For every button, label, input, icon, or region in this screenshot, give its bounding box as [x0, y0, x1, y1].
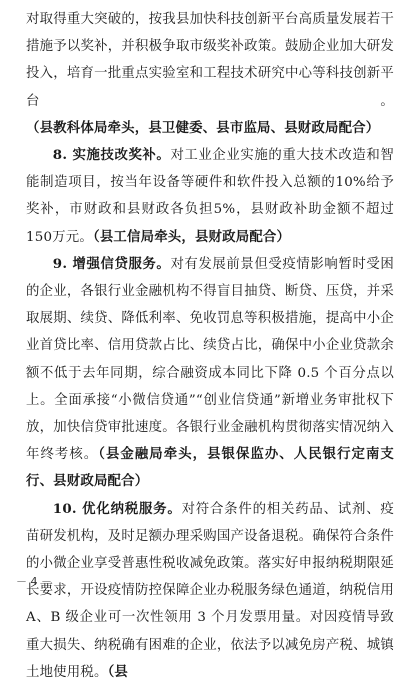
- responsible-departments: （县: [107, 663, 129, 680]
- section-heading: 10. 优化纳税服务。: [52, 500, 182, 517]
- paragraph-text: 对符合条件的相关药品、试剂、疫苗研发机构，及时足额办理采购国产设备退税。确保符合条件的小微企业享受普惠性税收减免政策。落实好申报纳税期限延长要求，开设疫情防控保障企业办税服务绿色通道，纳税信用 A、B 级企业可一次性领用 3 个月发票用量。对因疫情导致重大损失、纳税确有困难的企业，依法予以减免房产税、城镇土地使用税。: [26, 501, 394, 680]
- section-heading: 9. 增强信贷服务。: [52, 255, 171, 272]
- page-number: － 4 －: [16, 575, 52, 588]
- paragraph-text: 对有发展前景但受疫情影响暂时受困的企业，各银行业金融机构不得盲目抽贷、断贷、压贷，并采取展期、续贷、降低利率、免收罚息等积极措施，提高中小企业首贷比率、信用贷款占比、续贷占比，确保中小企业贷款余额不低于去年同期，综合融资成本同比下降 0.5 个百分点以上。全面承接“小微信贷通”“创业信贷通”新增业务审批权下放，加快信贷审批速度。各银行业金融机构贯彻落实情况纳入年终考核。: [26, 256, 395, 463]
- paragraph-tech-upgrade-subsidy: [26, 142, 394, 251]
- paragraph-credit-service: [26, 251, 394, 496]
- responsible-departments: （县金融局牵头，县银保监办、人民银行定南支行、县财政局配合）: [26, 446, 395, 490]
- paragraph-text: 对取得重大突破的，按我县加快科技创新平台高质量发展若干措施予以奖补，并积极争取市级奖补政策。鼓励企业加大研发投入，培育一批重点实验室和工程技术研究中心等科技创新平台。: [26, 12, 394, 109]
- paragraph-continued: [26, 6, 394, 142]
- responsible-departments: （县教科体局牵头，县卫健委、县市监局、县财政局配合）: [26, 119, 380, 136]
- paragraph-tax-service: [26, 496, 394, 686]
- responsible-departments: （县工信局牵头，县财政局配合）: [92, 228, 291, 245]
- section-heading: 8. 实施技改奖补。: [52, 147, 171, 164]
- paragraph-text: 对工业企业实施的重大技术改造和智能制造项目，按当年设备等硬件和软件投入总额的10%给予奖补，市财政和县财政各负担5%，县财政补助金额不超过150万元。: [26, 148, 395, 245]
